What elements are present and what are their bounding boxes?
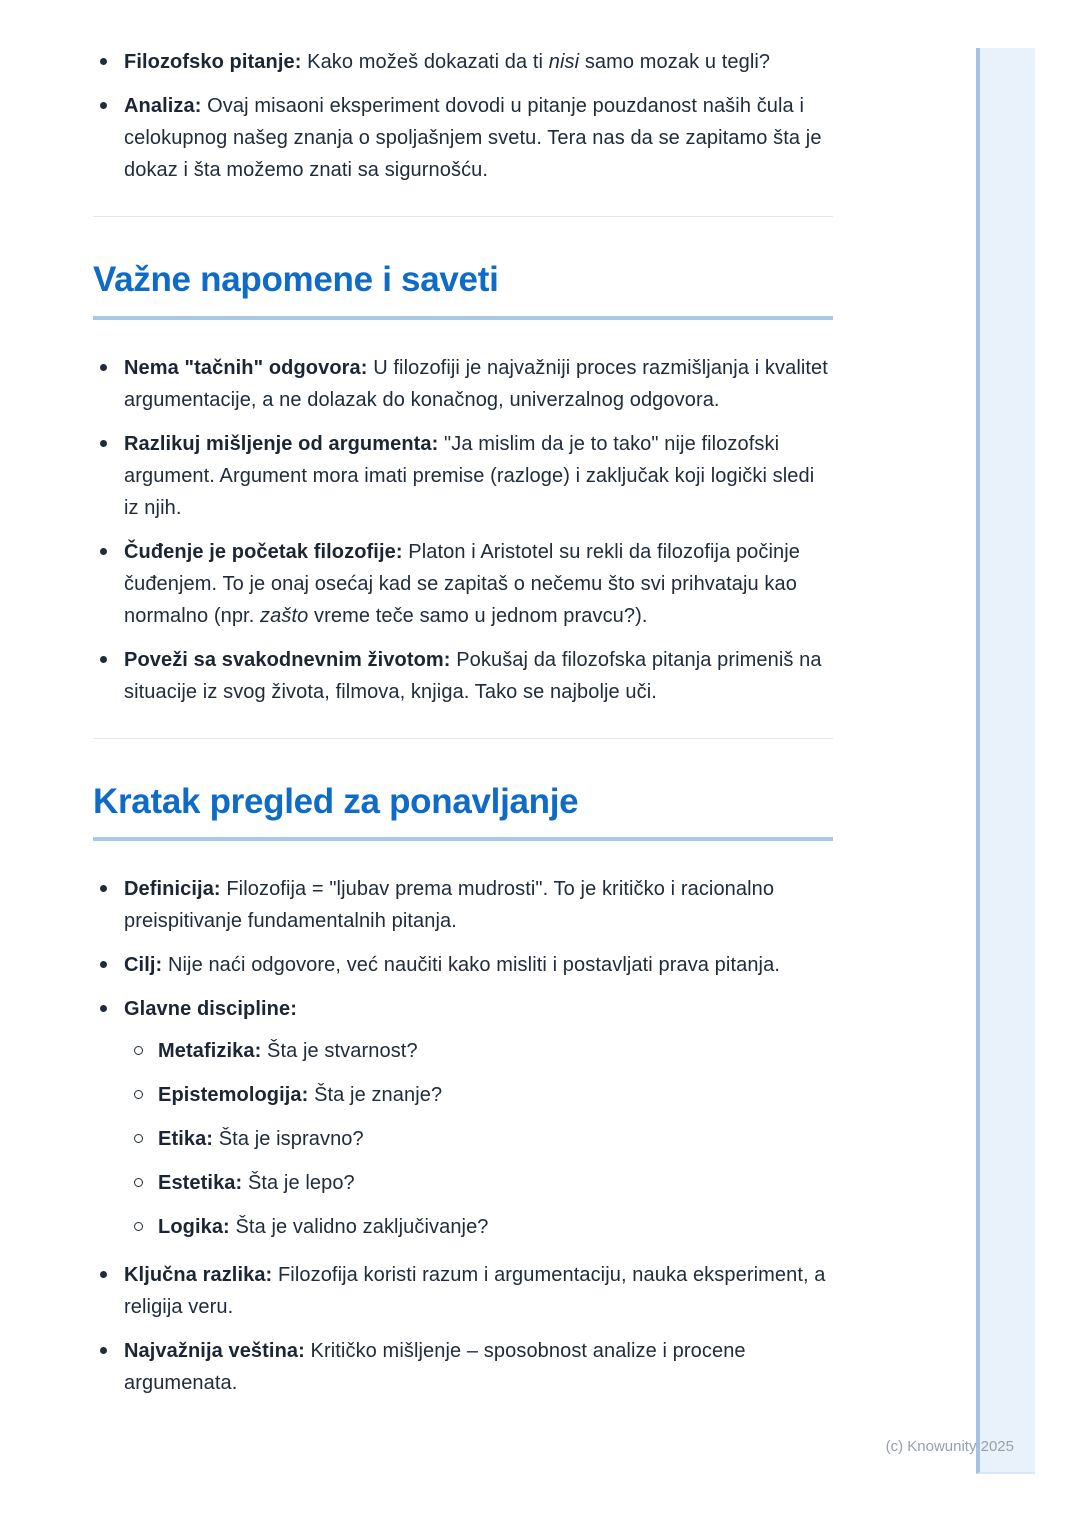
sub-bullet-item — [158, 1167, 833, 1199]
item-text: Šta je ispravno? — [213, 1128, 364, 1151]
item-lead: Nema "tačnih" odgovora: — [124, 356, 368, 379]
item-text: "Ja mislim da je to tako" nije filozofski argument. Argument mora imati premise (razloge) i zaključak koji logički sledi iz njih. — [124, 432, 815, 519]
bullet-item — [124, 1259, 833, 1323]
bullet-item — [124, 352, 833, 416]
item-lead: Najvažnija veština: — [124, 1340, 305, 1363]
item-lead: Filozofsko pitanje: — [124, 51, 302, 73]
item-lead: Razlikuj mišljenje od argumenta: — [124, 432, 439, 455]
item-lead: Metafizika: — [158, 1040, 262, 1063]
item-text: Kritičko mišljenje – sposobnost analize i procene argumenata. — [124, 1340, 746, 1395]
item-text: Nije naći odgovore, već naučiti kako misliti i postavljati prava pitanja. — [162, 954, 780, 977]
sub-bullet-item — [158, 1123, 833, 1155]
item-text: Kako možeš dokazati da ti — [301, 51, 549, 73]
bullet-item — [124, 536, 833, 632]
item-text: Šta je validno zaključivanje? — [229, 1216, 489, 1239]
item-text: Platon i Aristotel su rekli da filozofija počinje čuđenjem. To je onaj osećaj kad se zapitaš o nečemu što svi prihvataju kao normalno (npr. — [124, 540, 801, 627]
item-lead: Ključna razlika: — [124, 1264, 273, 1287]
item-text: Filozofija = "ljubav prema mudrosti". To je kritičko i racionalno preispitivanje fundamentalnih pitanja. — [124, 878, 775, 933]
copyright-notice: (c) Knowunity 2025 — [885, 1438, 1014, 1455]
bullet-item — [124, 644, 833, 708]
item-lead: Glavne discipline: — [124, 998, 297, 1021]
item-lead: Epistemologija: — [158, 1084, 309, 1107]
bullet-item — [124, 428, 833, 524]
bullet-item — [124, 90, 833, 186]
item-lead: Analiza: — [124, 95, 202, 117]
item-text: Pokušaj da filozofska pitanja primeniš na situacije iz svog života, filmova, knjiga. Tako se najbolje uči. — [124, 648, 822, 703]
section-divider — [93, 216, 833, 217]
item-text: Šta je lepo? — [242, 1172, 355, 1195]
item-lead: Etika: — [158, 1128, 214, 1151]
section2-list — [93, 873, 833, 1399]
item-lead: Estetika: — [158, 1172, 243, 1195]
item-lead: Logika: — [158, 1216, 230, 1239]
bullet-item — [124, 873, 833, 937]
item-text: samo mozak u tegli? — [579, 51, 771, 73]
item-text: Šta je znanje? — [308, 1084, 443, 1107]
bullet-item — [124, 993, 833, 1243]
item-lead: Čuđenje je početak filozofije: — [124, 540, 403, 563]
item-lead: Poveži sa svakodnevnim životom: — [124, 648, 451, 671]
bullet-item — [124, 46, 833, 78]
item-text: Šta je stvarnost? — [261, 1040, 418, 1063]
section-heading: Kratak pregled za ponavljanje — [93, 781, 833, 842]
next-page-edge-strip — [976, 48, 1035, 1474]
item-text: Ovaj misaoni eksperiment dovodi u pitanje pouzdanost naših čula i celokupnog našeg znanja o spoljašnjem svetu. Tera nas da se zapitamo šta je dokaz i šta možemo znati sa sigurnošću. — [124, 95, 822, 181]
item-lead: Definicija: — [124, 878, 221, 901]
section1-list — [93, 352, 833, 708]
section-heading: Važne napomene i saveti — [93, 259, 833, 320]
bullet-item — [124, 949, 833, 981]
item-text: vreme teče samo u jednom pravcu?). — [308, 604, 648, 627]
section-divider — [93, 738, 833, 739]
bullet-item — [124, 1335, 833, 1399]
disciplines-sublist — [124, 1035, 833, 1243]
document-content — [93, 46, 833, 1411]
item-italic: zašto — [260, 604, 309, 627]
item-text: U filozofiji je najvažniji proces razmišljanja i kvalitet argumentacije, a ne dolazak do konačnog, univerzalnog odgovora. — [124, 356, 828, 411]
sub-bullet-item — [158, 1211, 833, 1243]
item-text: Filozofija koristi razum i argumentaciju, nauka eksperiment, a religija veru. — [124, 1264, 826, 1319]
item-lead: Cilj: — [124, 954, 163, 977]
intro-list — [93, 46, 833, 186]
sub-bullet-item — [158, 1035, 833, 1067]
item-italic: nisi — [548, 51, 580, 73]
sub-bullet-item — [158, 1079, 833, 1111]
